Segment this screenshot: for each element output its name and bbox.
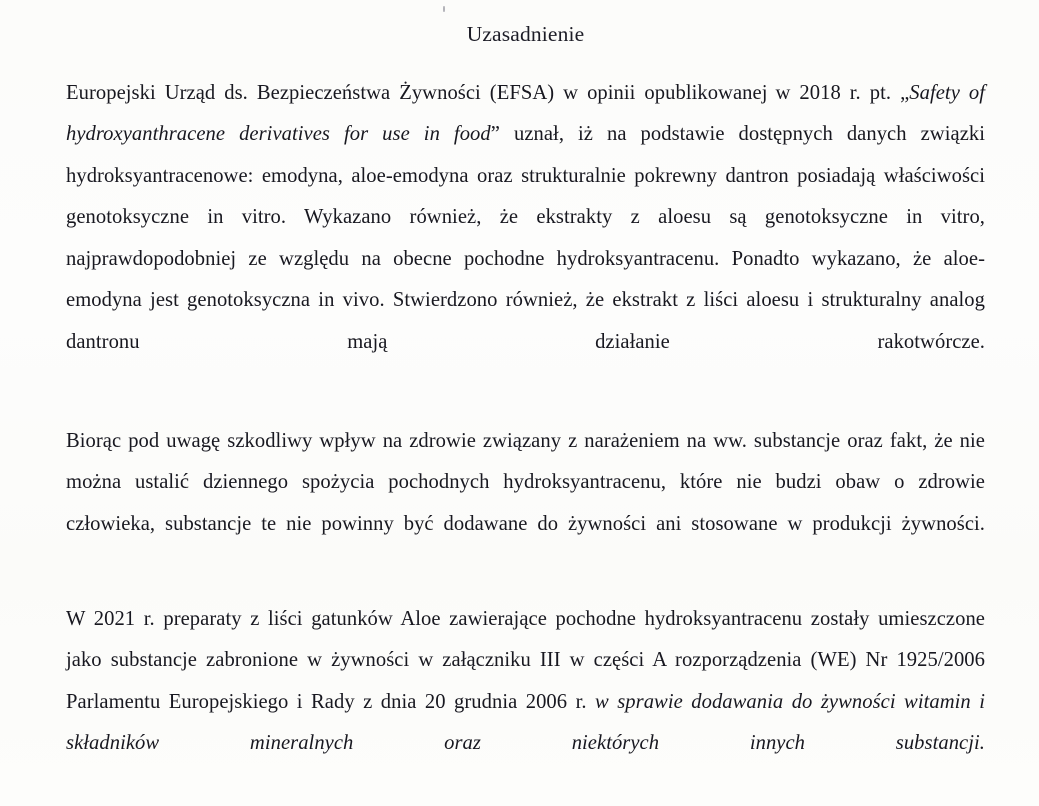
scan-speck-artifact xyxy=(443,6,445,12)
page-title: Uzasadnienie xyxy=(466,22,585,47)
document-body xyxy=(66,0,985,793)
paragraph-1-segment-1: Europejski Urząd ds. Bezpieczeństwa Żywności (EFSA) w opinii opublikowanej xyxy=(66,81,768,104)
quote-open-mark: „ xyxy=(900,81,910,104)
paragraph-3 xyxy=(66,599,985,806)
quote-close-mark: ” xyxy=(490,123,500,146)
paragraph-2-text: Biorąc pod uwagę szkodliwy wpływ na zdrowie związany z narażeniem na ww. substancje oraz fakt, że nie można ustalić dziennego spożycia pochodnych hydroksyantracenu, które nie budzi obaw o zdrowie człowieka, substancje te nie powinny być dodawane do żywności ani stosowane w produkcji żywności. xyxy=(66,429,985,535)
paragraph-3-segment-1: W 2021 r. preparaty z liści gatunków Aloe zawierające pochodne hydroksyantracenu zostały umieszczone jako substancje zabronione w żywności w załączniku III w części A rozporządzenia (WE) Nr 1925/2006 Parlamentu Europejskiego i Rady z dnia 20 grudnia 2006 r. xyxy=(66,607,985,713)
paragraph-1-year-reference: w 2018 r. pt. xyxy=(775,81,892,104)
paragraph-1 xyxy=(66,73,985,405)
paragraph-1-segment-rest: uznał, iż na podstawie dostępnych danych związki hydroksyantracenowe: emodyna, aloe-emodyna oraz strukturalnie pokrewny dantron posiadają właściwości genotoksyczne in vitro. Wykazano również, że ekstrakty z aloesu są genotoksyczne in vitro, najprawdopodobniej ze względu na obecne pochodne hydroksyantracenu. Ponadto wykazano, że aloe-emodyna jest genotoksyczna in vivo. Stwierdzono również, że ekstrakt z liści aloesu i strukturalny analog dantronu mają działanie rakotwórcze. xyxy=(66,123,985,353)
paragraph-2 xyxy=(66,421,985,587)
efsa-opinion-title: Safety of hydroxyanthracene derivatives for use in food xyxy=(66,81,985,146)
regulation-title-italic: w sprawie dodawania do żywności witamin i składników mineralnych oraz niektórych innych substancji. xyxy=(66,690,985,755)
